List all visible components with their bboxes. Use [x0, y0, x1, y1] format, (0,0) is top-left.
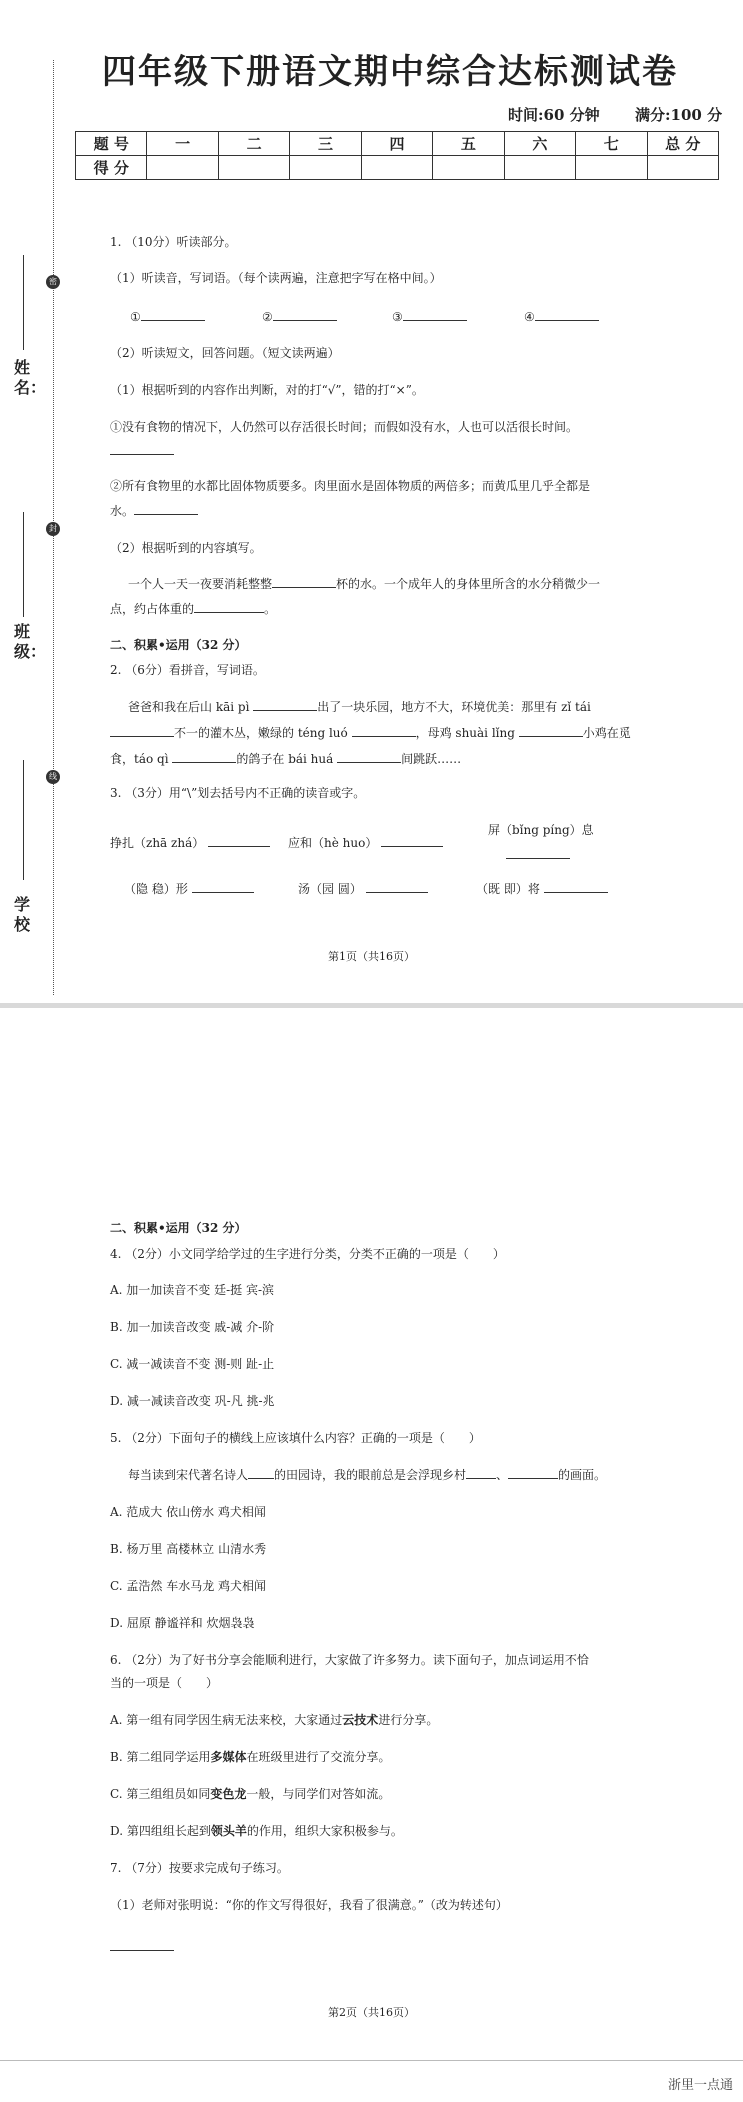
score-cell[interactable] [361, 156, 432, 180]
q1-answer-1 [110, 442, 174, 459]
q5-option-b[interactable]: B. 杨万里 高楼林立 山清水秀 [110, 1542, 267, 1556]
score-table-header-cell: 六 [504, 132, 575, 156]
answer-blank[interactable] [519, 724, 583, 737]
answer-blank[interactable] [194, 600, 264, 613]
answer-blank[interactable] [272, 575, 336, 588]
school-label: 学校 [14, 895, 31, 934]
watermark-text: 浙里一点通 [667, 2078, 733, 2093]
answer-blank[interactable] [366, 880, 428, 893]
q4-option-b[interactable]: B. 加一加读音改变 戚-减 介-阶 [110, 1320, 275, 1334]
answer-blank[interactable] [466, 1466, 496, 1479]
dotted-keyword: 领头羊 [210, 1824, 247, 1838]
score-cell[interactable] [504, 156, 575, 180]
q6-option-d[interactable]: D. 第四组组长起到领头羊的作用，组织大家积极参与。 [110, 1824, 403, 1838]
score-table-score-row [76, 156, 719, 180]
page-2-footer: 第2页（共16页） [328, 2006, 415, 2019]
name-label: 姓名： [14, 358, 47, 397]
q4-title: 4. （2分）小文同学给学过的生字进行分类，分类不正确的一项是（ ） [110, 1247, 505, 1261]
exam-page-1 [0, 0, 743, 1003]
q5-option-d[interactable]: D. 屈原 静谧祥和 炊烟袅袅 [110, 1616, 255, 1630]
q6-title-2: 当的一项是（ ） [110, 1676, 219, 1690]
answer-blank[interactable] [253, 698, 317, 711]
answer-blank[interactable] [208, 834, 270, 847]
q7-title: 7. （7分）按要求完成句子练习。 [110, 1861, 289, 1875]
score-table [75, 131, 719, 180]
school-write-line [23, 760, 24, 880]
time-label: 时间:60 分钟 [508, 106, 600, 124]
q1-fill-line1: 一个人一天一夜要消耗整整 杯的水。一个成年人的身体里所含的水分稍微少一 [128, 577, 601, 591]
q4-option-c[interactable]: C. 减一减读音不变 测-则 趾-止 [110, 1357, 275, 1371]
answer-blank[interactable] [535, 308, 599, 321]
dotted-keyword: 变色龙 [210, 1787, 247, 1801]
dotted-keyword: 多媒体 [210, 1750, 247, 1764]
answer-blank[interactable] [172, 750, 236, 763]
q3-item-3-blank [506, 846, 570, 863]
answer-blank[interactable] [381, 834, 443, 847]
q4-option-d[interactable]: D. 减一减读音改变 巩-凡 挑-兆 [110, 1394, 275, 1408]
name-write-line [23, 255, 24, 350]
score-cell[interactable] [218, 156, 289, 180]
answer-blank[interactable] [273, 308, 337, 321]
q1-fill-line2: 点，约占体重的 。 [110, 602, 277, 616]
score-table-header-row [76, 132, 719, 156]
answer-blank[interactable] [337, 750, 401, 763]
answer-blank[interactable] [134, 502, 198, 515]
score-row-label: 得 分 [76, 156, 147, 180]
score-cell[interactable] [576, 156, 647, 180]
score-table-header-cell: 五 [433, 132, 504, 156]
q5-title: 5. （2分）下面句子的横线上应该填什么内容？正确的一项是（ ） [110, 1431, 481, 1445]
q2-line3: 食，táo qì 的鸽子在 bái huá 间跳跃…… [110, 752, 462, 766]
answer-blank[interactable] [508, 1466, 558, 1479]
q3-item-4: （隐 稳）形 [124, 880, 254, 897]
exam-page-2 [0, 1008, 743, 2102]
score-cell[interactable] [647, 156, 719, 180]
score-table-header-cell: 题 号 [76, 132, 147, 156]
q1-fill-title: （2）根据听到的内容填写。 [110, 541, 262, 555]
q1-title: 1. （10分）听读部分。 [110, 235, 237, 249]
score-table-header-cell: 一 [147, 132, 218, 156]
score-table-header-cell: 四 [361, 132, 432, 156]
q3-item-5: 汤（园 圆） [298, 880, 428, 897]
answer-blank[interactable] [248, 1466, 274, 1479]
seal-mark-mi: 密 [46, 275, 60, 289]
q1-blank-1: ① [130, 308, 205, 325]
q6-option-c[interactable]: C. 第三组组员如同变色龙一般，与同学们对答如流。 [110, 1787, 391, 1801]
score-table-header-cell: 三 [290, 132, 361, 156]
q3-item-2: 应和（hè huo） [288, 834, 443, 851]
exam-title: 四年级下册语文期中综合达标测试卷 [102, 52, 678, 92]
score-cell[interactable] [290, 156, 361, 180]
answer-blank[interactable] [544, 880, 608, 893]
score-table-header-cell: 总 分 [647, 132, 719, 156]
binding-margin [0, 0, 70, 1003]
q6-title-1: 6. （2分）为了好书分享会能顺利进行，大家做了许多努力。读下面句子，加点词运用不恰 [110, 1653, 589, 1667]
q3-item-1: 挣扎（zhā zhá） [110, 834, 270, 851]
answer-blank[interactable] [110, 1938, 174, 1951]
q1-statement-2: ②所有食物里的水都比固体物质要多。肉里面水是固体物质的两倍多；而黄瓜里几乎全都是 [110, 479, 591, 493]
class-label: 班级： [14, 622, 47, 661]
q2-line2: 不一的灌木丛，嫩绿的 téng luó ，母鸡 shuài lǐng 小鸡在觅 [110, 724, 631, 741]
answer-blank[interactable] [506, 846, 570, 859]
q5-option-a[interactable]: A. 范成大 依山傍水 鸡犬相闻 [110, 1505, 266, 1519]
score-cell[interactable] [147, 156, 218, 180]
score-table-header-cell: 七 [576, 132, 647, 156]
class-write-line [23, 512, 24, 617]
section-2-heading-p2: 二、积累•运用（32 分） [110, 1221, 247, 1235]
q1-judge: （1）根据听到的内容作出判断，对的打“√”，错的打“×”。 [110, 383, 424, 397]
q3-item-6: （既 即）将 [476, 880, 608, 897]
answer-blank[interactable] [403, 308, 467, 321]
answer-blank[interactable] [141, 308, 205, 321]
q7-answer-1 [110, 1938, 174, 1955]
answer-blank[interactable] [110, 442, 174, 455]
q4-option-a[interactable]: A. 加一加读音不变 廷-挺 宾-滨 [110, 1283, 275, 1297]
q1-blank-3: ③ [392, 308, 467, 325]
section-2-heading: 二、积累•运用（32 分） [110, 638, 247, 652]
q1-sub2: （2）听读短文，回答问题。（短文读两遍） [110, 346, 340, 360]
q3-title: 3. （3分）用“\”划去括号内不正确的读音或字。 [110, 786, 366, 800]
answer-blank[interactable] [352, 724, 416, 737]
q1-blank-2: ② [262, 308, 337, 325]
dotted-keyword: 云技术 [342, 1713, 379, 1727]
q6-option-a[interactable]: A. 第一组有同学因生病无法来校，大家通过云技术进行分享。 [110, 1713, 439, 1727]
q1-statement-1: ①没有食物的情况下，人仍然可以存活很长时间；而假如没有水，人也可以活很长时间。 [110, 420, 579, 434]
answer-blank[interactable] [110, 724, 174, 737]
bottom-separator [0, 2060, 743, 2061]
seal-mark-xian: 线 [46, 770, 60, 784]
q3-item-3: 屏（bǐng píng）息 [488, 823, 594, 837]
full-score-label: 满分:100 分 [635, 106, 723, 124]
score-cell[interactable] [433, 156, 504, 180]
q1-blank-4: ④ [524, 308, 599, 325]
score-table-header-cell: 二 [218, 132, 289, 156]
q1-sub1: （1）听读音，写词语。（每个读两遍，注意把字写在格中间。） [110, 271, 442, 285]
q5-option-c[interactable]: C. 孟浩然 车水马龙 鸡犬相闻 [110, 1579, 267, 1593]
q5-sentence: 每当读到宋代著名诗人 的田园诗，我的眼前总是会浮现乡村 、 的画面。 [128, 1468, 607, 1482]
answer-blank[interactable] [192, 880, 254, 893]
q7-sub1: （1）老师对张明说：“你的作文写得很好，我看了很满意。”（改为转述句） [110, 1898, 508, 1912]
q2-line1: 爸爸和我在后山 kāi pì 出了一块乐园，地方不大，环境优美：那里有 zǐ tái [128, 700, 591, 714]
q2-title: 2. （6分）看拼音，写词语。 [110, 663, 265, 677]
q6-option-b[interactable]: B. 第二组同学运用多媒体在班级里进行了交流分享。 [110, 1750, 391, 1764]
page-1-footer: 第1页（共16页） [328, 950, 415, 963]
seal-mark-feng: 封 [46, 522, 60, 536]
q1-statement-2b: 水。 [110, 502, 198, 519]
